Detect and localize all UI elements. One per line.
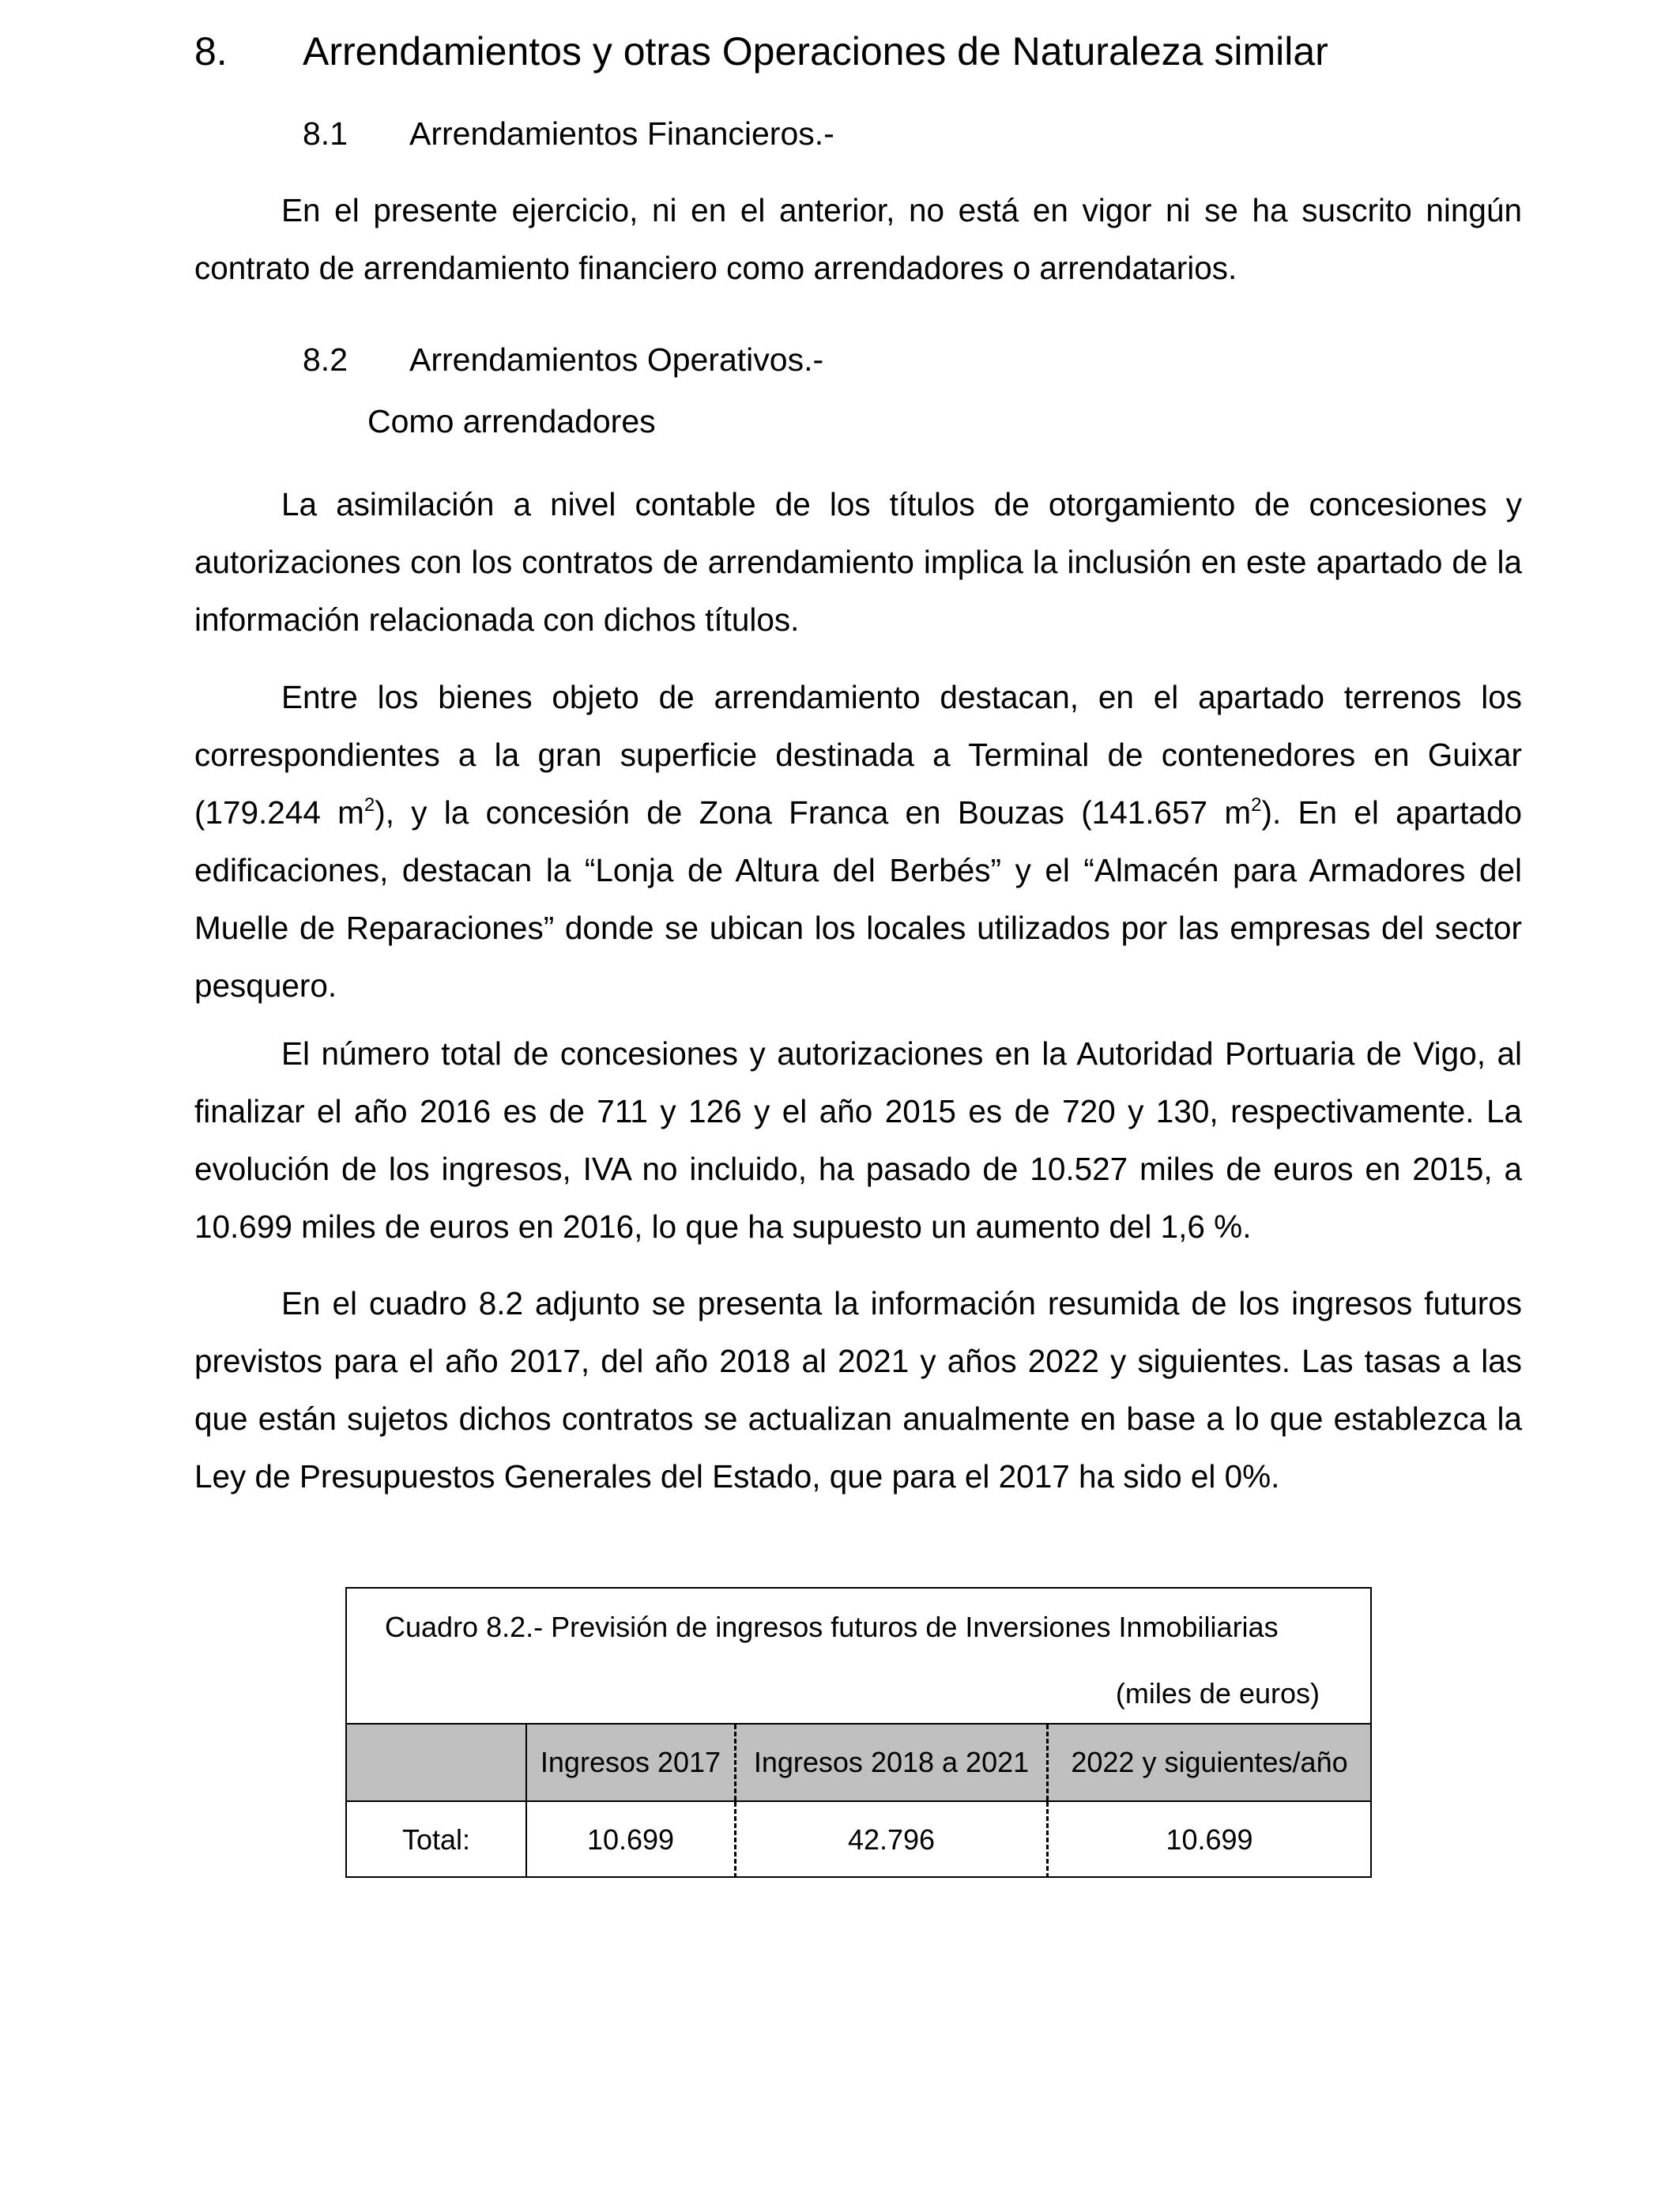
table-cell-2018-2021: 42.796 — [736, 1802, 1049, 1878]
superscript-2: 2 — [363, 794, 375, 816]
paragraph-leased-assets — [194, 669, 1522, 1015]
superscript-2: 2 — [1251, 794, 1262, 816]
table-row — [347, 1802, 1370, 1878]
paragraph-financial-leases: En el presente ejercicio, ni en el anterior, no está en vigor ni se ha suscrito ningún contrato de arrendamiento financiero como arrendadores o arrendatarios. — [194, 192, 1522, 286]
paragraph-leased-assets-part-b: ), y la concesión de Zona Franca en Bouzas (141.657 m — [375, 794, 1252, 831]
income-forecast-table — [345, 1587, 1372, 1878]
paragraph-future-income: En el cuadro 8.2 adjunto se presenta la información resumida de los ingresos futuros previstos para el año 2017, del año 2018 al 2021 y años 2022 y siguientes. Las tasas a las que están sujetos dichos contratos se actualizan anualmente en base a lo que establezca la Ley de Presupuestos Generales del Estado, que para el 2017 ha sido el 0%. — [194, 1285, 1522, 1495]
table-header-cell-2022-onwards: 2022 y siguientes/año — [1071, 1746, 1348, 1778]
subsection-1-title: Arrendamientos Financieros.- — [409, 115, 834, 152]
table-title: Cuadro 8.2.- Previsión de ingresos futuros de Inversiones Inmobiliarias — [385, 1611, 1279, 1643]
subsection-2-subtitle: Como arrendadores — [367, 403, 656, 439]
table-cell-2022-onwards: 10.699 — [1166, 1823, 1253, 1856]
table-header-row — [347, 1725, 1370, 1802]
subsection-1-number: 8.1 — [303, 115, 348, 152]
paragraph-concessions-intro: La asimilación a nivel contable de los títulos de otorgamiento de concesiones y autorizaciones con los contratos de arrendamiento implica la inclusión en este apartado de la información relacionada con dichos títulos. — [194, 486, 1522, 638]
table-cell-2017: 10.699 — [527, 1802, 736, 1878]
subsection-2-number: 8.2 — [303, 341, 348, 378]
table-header-cell-empty — [347, 1725, 527, 1800]
table-caption — [347, 1589, 1370, 1725]
paragraph-leased-assets-part-c: ). En el apartado edificaciones, destacan la “Lonja de Altura del Berbés” y el “Almacén para Armadores del Muelle de Reparaciones” donde se ubican los locales utilizados por las empresas del sector pesquero. — [194, 794, 1522, 1004]
paragraph-leased-assets-part-a: Entre los bienes objeto de arrendamiento destacan, en el apartado terrenos los correspondientes a la gran superficie destinada a Terminal de contenedores en Guixar (179.244 m — [194, 679, 1522, 831]
subsection-2-title: Arrendamientos Operativos.- — [409, 341, 824, 378]
section-title: Arrendamientos y otras Operaciones de Naturaleza similar — [303, 29, 1328, 74]
table-units: (miles de euros) — [1115, 1677, 1320, 1710]
paragraph-concessions-count: El número total de concesiones y autorizaciones en la Autoridad Portuaria de Vigo, al finalizar el año 2016 es de 711 y 126 y el año 2015 es de 720 y 130, respectivamente. La evolución de los ingresos, IVA no incluido, ha pasado de 10.527 miles de euros en 2015, a 10.699 miles de euros en 2016, lo que ha supuesto un aumento del 1,6 %. — [194, 1035, 1522, 1245]
section-number: 8. — [194, 29, 228, 74]
table-header-cell-2018-2021: Ingresos 2018 a 2021 — [736, 1725, 1049, 1800]
table-header-cell-2017: Ingresos 2017 — [527, 1725, 736, 1800]
table-row-label: Total: — [347, 1802, 527, 1878]
